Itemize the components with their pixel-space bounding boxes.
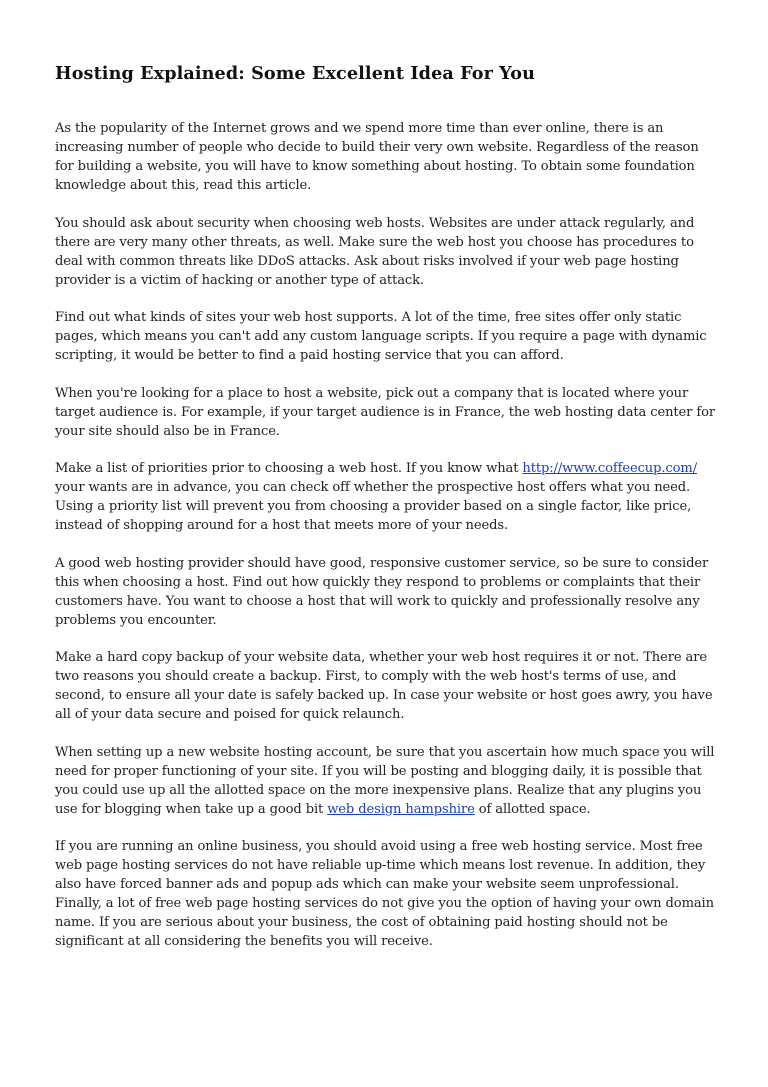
paragraph-intro: As the popularity of the Internet grows and we spend more time than ever online, there is an increasing number of people who decide to build their very own website. Regardless of the reason for building a website, you will have to know something about hosting. To obtain some foundation knowledge about this, read this article. [55,121,699,193]
paragraph-priorities [55,459,715,535]
coffeecup-link[interactable]: http://www.coffeecup.com/ [522,461,697,476]
paragraph-customer-service: A good web hosting provider should have good, responsive customer service, so be sure to consider this when choosing a host. Find out how quickly they respond to problems or complaints that their customers have. You want to choose a host that will work to quickly and professionally resolve any problems you encounter. [55,555,709,628]
paragraph-text: When setting up a new website hosting account, be sure that you ascertain how much space you will need for proper functioning of your site. If you will be posting and blogging daily, it is possible that you could use up all the allotted space on the more inexpensive plans. Realize that any plugins you use for blogging when take up a good bit [55,744,715,817]
paragraph-space [55,743,715,819]
paragraph-security: You should ask about security when choosing web hosts. Websites are under attack regularly, and there are very many other threats, as well. Make sure the web host you choose has procedures to deal with common threats like DDoS attacks. Ask about risks involved if your web page hosting provider is a victim of hacking or another type of attack. [55,215,695,288]
paragraph-backup: Make a hard copy backup of your website data, whether your web host requires it or not. There are two reasons you should create a backup. First, to comply with the web host's terms of use, and second, to ensure all your date is safely backed up. In case your website or host goes awry, you have all of your data secure and poised for quick relaunch. [55,650,713,722]
paragraph-location: When you're looking for a place to host a website, pick out a company that is located where your target audience is. For example, if your target audience is in France, the web hosting data center for your site should also be in France. [55,385,715,439]
paragraph-text: of allotted space. [474,801,591,817]
web-design-hampshire-link[interactable]: web design hampshire [327,801,475,817]
document-page [55,62,715,970]
paragraph-site-support: Find out what kinds of sites your web host supports. A lot of the time, free sites offer only static pages, which means you can't add any custom language scripts. If you require a page with dynamic scripting, it would be better to find a paid hosting service that you can afford. [55,310,707,363]
paragraph-text: Make a list of priorities prior to choosing a web host. If you know what [55,461,523,476]
page-title: Hosting Explained: Some Excellent Idea For You [55,63,536,84]
paragraph-free-hosting: If you are running an online business, you should avoid using a free web hosting service. Most free web page hosting services do not have reliable up-time which means lost revenue. In addition, they also have forced banner ads and popup ads which can make your website seem unprofessional. Finally, a lot of free web page hosting services do not give you the option of having your own domain name. If you are serious about your business, the cost of obtaining paid hosting should not be significant at all considering the benefits you will receive. [55,839,714,949]
paragraph-text: your wants are in advance, you can check off whether the prospective host offers what you need. Using a priority list will prevent you from choosing a provider based on a single factor, like price, instead of shopping around for a host that meets more of your needs. [55,480,692,533]
